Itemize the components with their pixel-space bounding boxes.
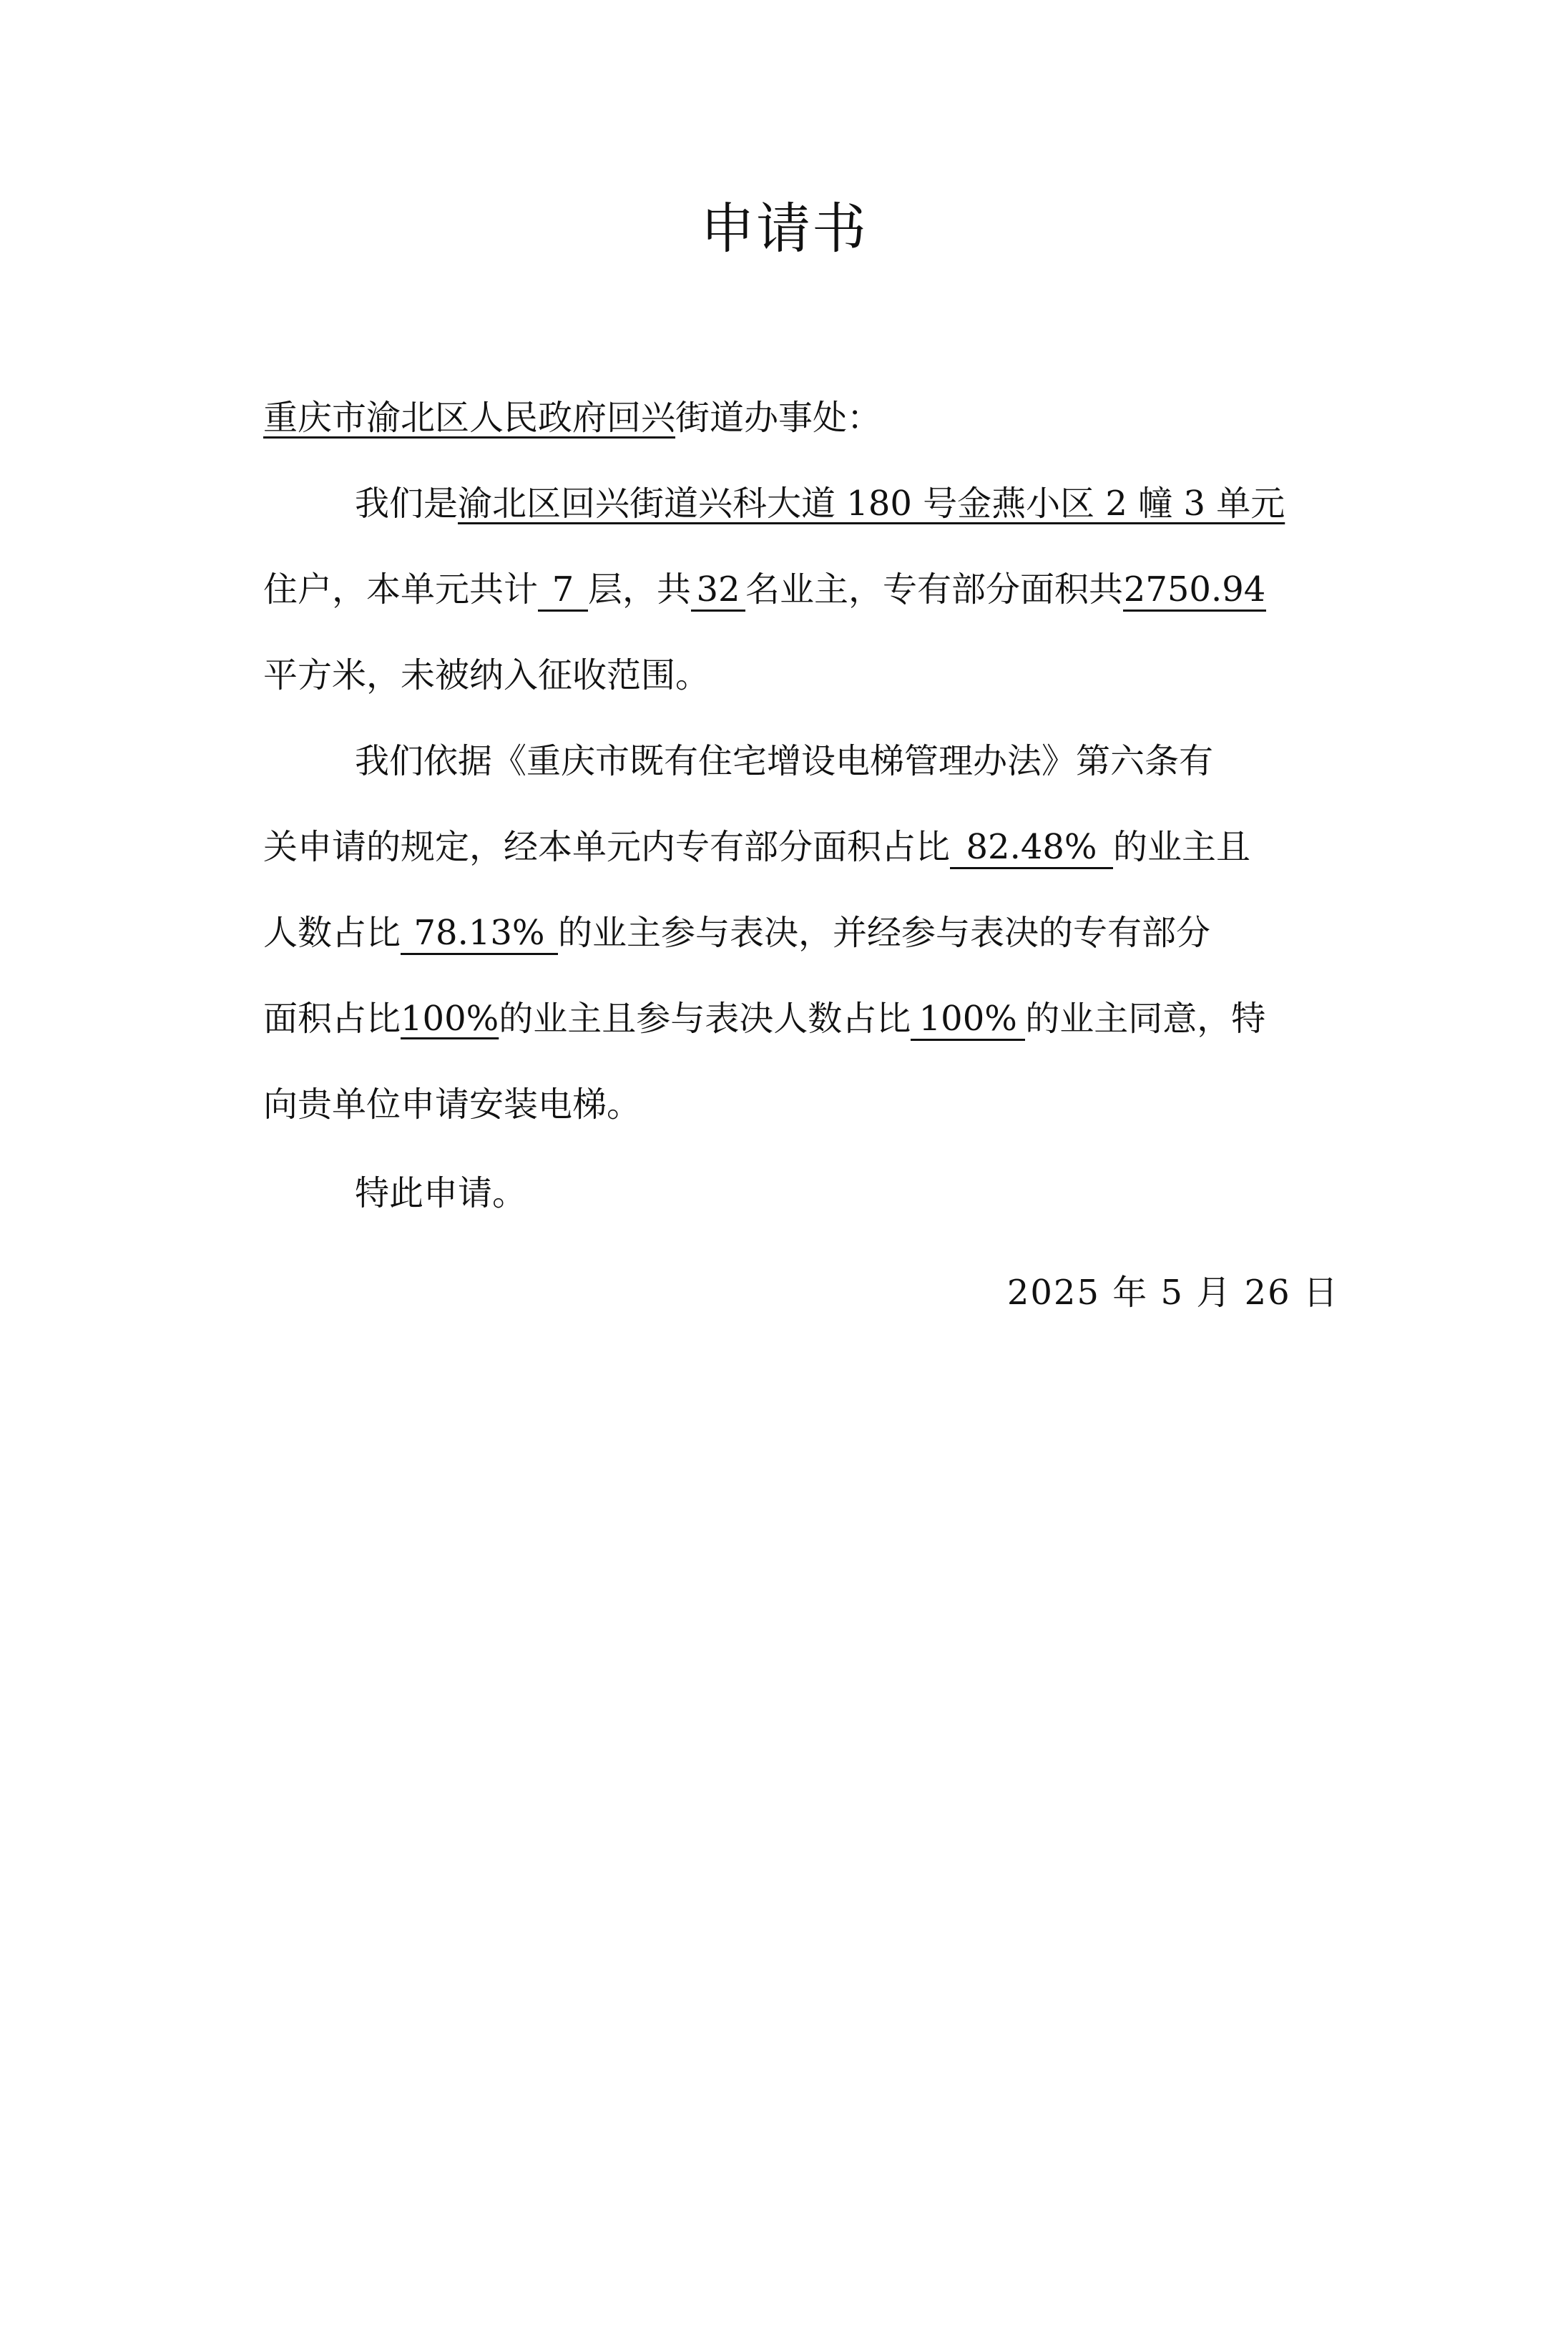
floors-value: 7 [538, 572, 588, 612]
para1-line2 [263, 569, 1266, 612]
date-day: 26 [1244, 1273, 1291, 1313]
date-year: 2025 [1006, 1273, 1100, 1313]
para2-text-l4a: 面积占比 [263, 999, 401, 1039]
date-month: 5 [1160, 1273, 1185, 1313]
para2-text-l2a: 关申请的规定，经本单元内专有部分面积占比 [263, 827, 951, 867]
para2-line2 [263, 827, 1251, 869]
document-date [1007, 1265, 1339, 1314]
date-year-unit: 年 [1112, 1273, 1149, 1313]
date-month-unit: 月 [1196, 1273, 1233, 1313]
page-title: 申请书 [700, 197, 868, 260]
para2-text-l5: 向贵单位申请安装电梯。 [263, 1085, 642, 1125]
area-ratio-value: 82.48% [950, 830, 1113, 869]
salutation-underlined: 重庆市渝北区人民政府回兴 [263, 398, 676, 438]
vote-people-ratio-value: 100% [911, 1002, 1025, 1041]
para1-prefix: 我们是 [355, 484, 459, 524]
people-ratio-value: 78.13% [401, 916, 558, 955]
salutation-rest: 街道办事处： [675, 398, 882, 438]
owners-value: 32 [691, 572, 745, 612]
para2-text-l3b: 的业主参与表决，并经参与表决的专有部分 [558, 913, 1211, 953]
salutation [263, 398, 882, 438]
para2-line1 [355, 741, 1214, 781]
para2-line4 [263, 999, 1266, 1041]
area-value: 2750.94 [1123, 572, 1266, 612]
para2-line3 [263, 913, 1211, 955]
vote-area-ratio-value: 100% [401, 999, 499, 1039]
para2-text-l3a: 人数占比 [263, 913, 401, 953]
para1-line1 [355, 484, 1285, 524]
para2-line5 [263, 1085, 642, 1125]
para2-text-l2b: 的业主且 [1113, 827, 1251, 867]
para2-text-l4c: 的业主同意，特 [1025, 999, 1266, 1039]
para1-line3 [263, 655, 710, 695]
para1-text-l3: 平方米，未被纳入征收范围。 [263, 655, 710, 695]
para1-text-b: 层，共 [588, 569, 692, 610]
para2-text-l4b: 的业主且参与表决人数占比 [499, 999, 911, 1039]
closing: 特此申请。 [355, 1173, 527, 1213]
para1-text-c: 名业主，专有部分面积共 [745, 569, 1124, 610]
date-day-unit: 日 [1303, 1273, 1339, 1313]
para1-text-a: 住户，本单元共计 [263, 569, 539, 610]
para2-text-l1: 我们依据《重庆市既有住宅增设电梯管理办法》第六条有 [355, 741, 1214, 781]
para1-address: 渝北区回兴街道兴科大道 180 号金燕小区 2 幢 3 单元 [458, 484, 1285, 524]
